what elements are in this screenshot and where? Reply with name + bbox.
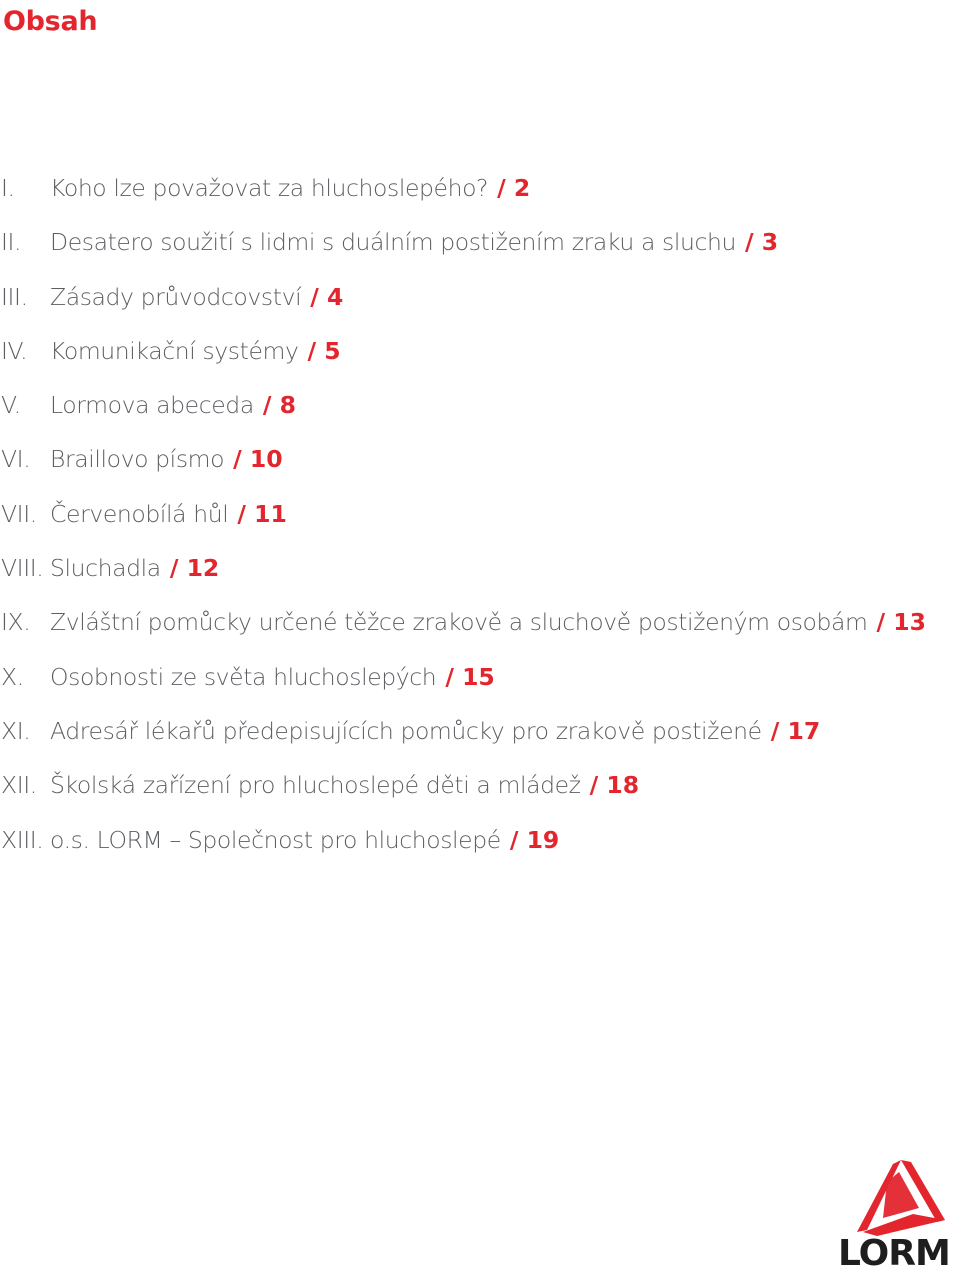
toc-item-page: / 2 [497, 174, 531, 202]
toc-item-9[interactable] [0, 600, 950, 654]
toc-item-page: / 3 [745, 228, 779, 257]
lorm-triangle-icon [853, 1158, 949, 1236]
toc-item-page: / 15 [445, 662, 495, 691]
table-of-contents [0, 166, 950, 872]
toc-item-page: / 4 [310, 282, 344, 311]
page-title: Obsah [3, 6, 98, 37]
toc-item-number: VIII. [1, 554, 44, 583]
toc-item-title: Koho lze považovat za hluchoslepého? [50, 174, 489, 202]
toc-item-title: Braillovo písmo [50, 445, 225, 474]
toc-item-page: / 5 [307, 336, 341, 365]
toc-item-2[interactable] [0, 220, 950, 274]
toc-item-number: II. [1, 228, 22, 257]
toc-item-title: Komunikační systémy [50, 336, 299, 365]
logo-wordmark: LORM [838, 1233, 950, 1274]
toc-item-title: Zásady průvodcovství [50, 282, 302, 311]
toc-item-1[interactable] [0, 166, 950, 220]
toc-item-title: Lormova abeceda [50, 391, 254, 420]
toc-item-page: / 10 [233, 445, 283, 474]
toc-item-number: VII. [1, 499, 37, 528]
lorm-logo [838, 1158, 960, 1279]
toc-item-4[interactable] [0, 329, 950, 383]
toc-item-title: Sluchadla [50, 554, 161, 583]
toc-item-11[interactable] [0, 709, 950, 763]
toc-item-title: Adresář lékařů předepisujících pomůcky pro zrakově postižené [50, 716, 762, 745]
toc-item-title: Desatero soužití s lidmi s duálním postižením zraku a sluchu [50, 228, 737, 257]
toc-item-number: X. [1, 662, 24, 691]
toc-item-10[interactable] [0, 655, 950, 709]
toc-item-number: I. [1, 174, 15, 202]
toc-item-title: Červenobílá hůl [50, 499, 229, 528]
toc-item-number: III. [1, 282, 28, 311]
toc-item-title: o.s. LORM – Společnost pro hluchoslepé [50, 825, 501, 854]
toc-item-13[interactable] [0, 818, 950, 872]
toc-item-5[interactable] [0, 383, 950, 437]
toc-item-title: Školská zařízení pro hluchoslepé děti a mládež [50, 771, 581, 800]
toc-item-title: Osobnosti ze světa hluchoslepých [50, 662, 437, 691]
toc-item-title: Zvláštní pomůcky určené těžce zrakově a sluchově postiženým osobám [50, 608, 868, 637]
toc-item-8[interactable] [0, 546, 950, 600]
toc-item-number: VI. [1, 445, 31, 474]
toc-item-number: XI. [1, 716, 31, 745]
toc-item-page: / 19 [509, 825, 560, 854]
toc-item-number: XII. [1, 771, 37, 800]
toc-item-12[interactable] [0, 763, 950, 817]
toc-item-number: IV. [1, 336, 28, 365]
toc-item-page: / 17 [770, 716, 821, 745]
toc-item-page: / 13 [876, 608, 926, 637]
toc-item-6[interactable] [0, 437, 950, 491]
toc-item-number: IX. [1, 608, 31, 637]
toc-item-page: / 18 [589, 771, 640, 800]
toc-item-7[interactable] [0, 492, 950, 546]
toc-item-number: V. [1, 391, 21, 420]
toc-item-page: / 12 [169, 554, 220, 583]
toc-item-number: XIII. [1, 825, 44, 854]
toc-item-3[interactable] [0, 275, 950, 329]
toc-item-page: / 11 [237, 499, 287, 528]
toc-item-page: / 8 [262, 391, 296, 420]
